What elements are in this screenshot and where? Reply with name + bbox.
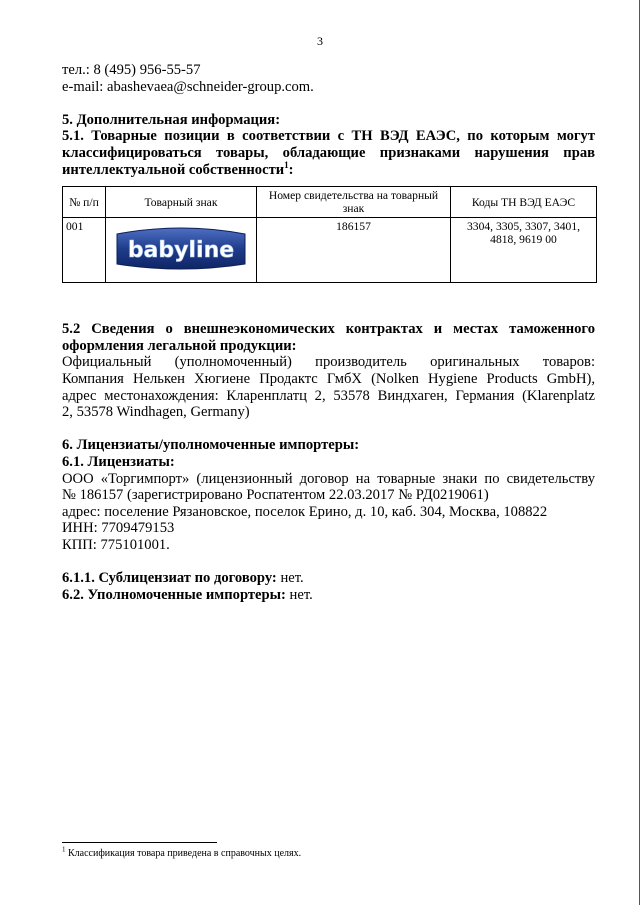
section-6-1-1: 6.1.1. Сублицензиат по договору: нет. xyxy=(62,570,304,587)
licensee-line-2: № 186157 (зарегистрировано Роспатентом 22.03.2017 № РД0219061) xyxy=(62,487,489,504)
contact-email: e-mail: abashevaea@schneider-group.com. xyxy=(62,78,314,95)
section-5-2-line-2: Компания Нелькен Хюгиене Продактс ГмбХ (Nolken Hygiene Products GmbH), xyxy=(62,370,595,387)
header-trademark: Товарный знак xyxy=(106,187,257,218)
section-6-1-heading: 6.1. Лицензиаты: xyxy=(62,453,175,470)
header-number: № п/п xyxy=(63,187,106,218)
licensee-kpp: КПП: 775101001. xyxy=(62,536,170,553)
licensee-line-1: ООО «Торгимпорт» (лицензионный договор на товарные знаки по свидетельству xyxy=(62,470,595,487)
header-codes: Коды ТН ВЭД ЕАЭС xyxy=(451,187,597,218)
header-certificate: Номер свидетельства на товарный знак xyxy=(257,187,451,218)
section-5-1-heading-line-1: 5.1. Товарные позиции в соответствии с ТН ВЭД ЕАЭС, по которым могут xyxy=(62,128,595,145)
trademark-table xyxy=(62,186,597,283)
section-5-heading: 5. Дополнительная информация: xyxy=(62,111,281,128)
section-5-1-heading-line-3: интеллектуальной собственности$^1$: xyxy=(62,159,294,178)
footnote-text: Классификация товара приведена в справочных целях. xyxy=(65,848,302,859)
table-header-row xyxy=(63,187,597,218)
section-6-2: 6.2. Уполномоченные импортеры: нет. xyxy=(62,586,313,603)
footnote-marker: 1 xyxy=(62,845,66,854)
section-5-2-heading-line-1: 5.2 Сведения о внешнеэкономических контрактах и местах таможенного xyxy=(62,321,595,338)
certificate-number: 186157 xyxy=(257,218,451,283)
footnote xyxy=(62,845,302,860)
trademark-cell xyxy=(106,218,257,283)
footnote-ref: 1 xyxy=(284,159,289,170)
row-number: 001 xyxy=(63,218,106,283)
section-5-1-heading-line-2: классифицироваться товары, обладающие признаками нарушения прав xyxy=(62,144,595,161)
babyline-logo-text: babyline xyxy=(127,238,235,264)
tnved-codes: 3304, 3305, 3307, 3401, 4818, 9619 00 xyxy=(451,218,597,283)
contact-phone: тел.: 8 (495) 956-55-57 xyxy=(62,62,201,78)
table-row xyxy=(63,218,597,283)
licensee-inn: ИНН: 7709479153 xyxy=(62,520,175,537)
section-5-2-heading-line-2: оформления легальной продукции: xyxy=(62,337,297,354)
page-number: 3 xyxy=(317,34,323,48)
section-5-2-line-4: 2, 53578 Windhagen, Germany) xyxy=(62,404,250,421)
footnote-divider xyxy=(62,842,217,843)
section-5-2-line-3: адрес местонахождения: Кларенплатц 2, 53578 Виндхаген, Германия (Klarenplatz xyxy=(62,387,595,404)
section-5-2-line-1: Официальный (уполномоченный) производитель оригинальных товаров: xyxy=(62,354,595,371)
babyline-logo xyxy=(111,224,251,274)
licensee-address: адрес: поселение Рязановское, поселок Ерино, д. 10, каб. 304, Москва, 108822 xyxy=(62,503,548,520)
section-6-heading: 6. Лицензиаты/уполномоченные импортеры: xyxy=(62,437,360,454)
document-body xyxy=(62,62,595,603)
